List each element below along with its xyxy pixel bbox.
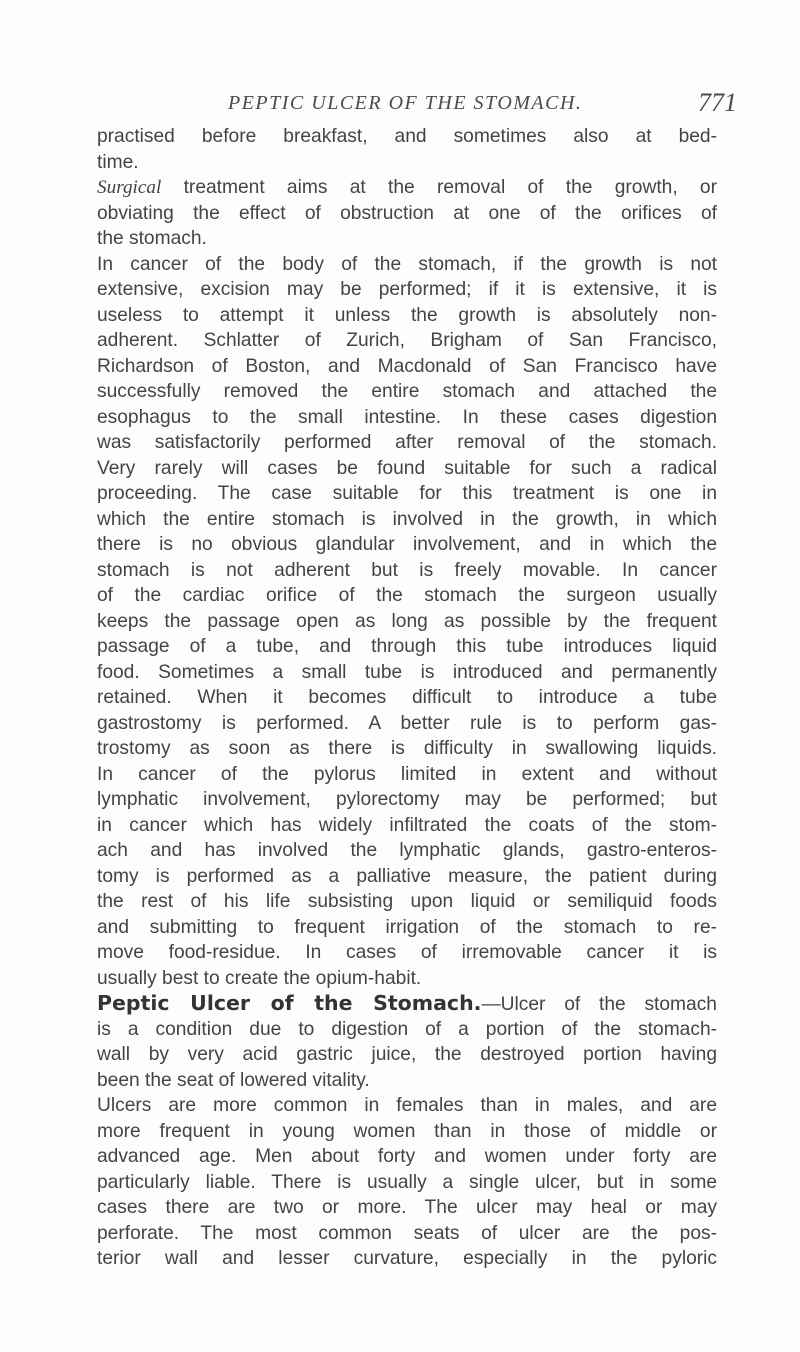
- text-line: retained. When it becomes difficult to introduce a tube: [97, 687, 717, 708]
- text-line: trostomy as soon as there is difficulty in swallowing liquids.: [97, 738, 717, 759]
- page-number: 771: [698, 88, 737, 117]
- text-line: there is no obvious glandular involvement, and in which the: [97, 534, 717, 555]
- text-run: —Ulcer of the stomach: [481, 994, 717, 1015]
- text-line: proceeding. The case suitable for this treatment is one in: [97, 483, 717, 504]
- text-line: in cancer which has widely infiltrated the coats of the stom-: [97, 814, 717, 836]
- text-line: usually best to create the opium-habit.: [97, 967, 422, 989]
- text-line: advanced age. Men about forty and women under forty are: [97, 1146, 717, 1167]
- running-head: PEPTIC ULCER OF THE STOMACH.: [228, 92, 583, 114]
- text-line: practised before breakfast, and sometimes also at bed-: [97, 126, 717, 147]
- text-line: gastrostomy is performed. A better rule is to perform gas-: [97, 712, 717, 734]
- text-line: more frequent in young women than in those of middle or: [97, 1120, 717, 1142]
- text-line: extensive, excision may be performed; if it is extensive, it is: [97, 279, 717, 300]
- text-line: was satisfactorily performed after removal of the stomach.: [97, 432, 717, 453]
- text-line: perforate. The most common seats of ulcer are the pos-: [97, 1222, 717, 1244]
- text-line: keeps the passage open as long as possible by the frequent: [97, 610, 717, 632]
- text-line: time.: [97, 151, 139, 173]
- text-line: the stomach.: [97, 228, 207, 249]
- text-line: Ulcers are more common in females than in males, and are: [97, 1095, 717, 1116]
- text-line: move food-residue. In cases of irremovable cancer it is: [97, 942, 717, 963]
- text-line: esophagus to the small intestine. In these cases digestion: [97, 406, 717, 428]
- text-line: cases there are two or more. The ulcer may heal or may: [97, 1197, 717, 1218]
- text-line: successfully removed the entire stomach and attached the: [97, 381, 717, 402]
- text-line: obviating the effect of obstruction at one of the orifices of: [97, 202, 717, 224]
- italic-term: Surgical: [97, 177, 162, 198]
- text-line: and submitting to frequent irrigation of the stomach to re-: [97, 916, 717, 938]
- text-line: food. Sometimes a small tube is introduced and permanently: [97, 661, 717, 683]
- text-line: adherent. Schlatter of Zurich, Brigham of San Francisco,: [97, 330, 717, 351]
- text-line: passage of a tube, and through this tube introduces liquid: [97, 636, 717, 657]
- text-line: been the seat of lowered vitality.: [97, 1069, 370, 1091]
- text-line: tomy is performed as a palliative measure, the patient during: [97, 865, 717, 887]
- text-line: ach and has involved the lymphatic glands, gastro-enteros-: [97, 840, 717, 861]
- text-line: of the cardiac orifice of the stomach the surgeon usually: [97, 585, 717, 606]
- text-line: useless to attempt it unless the growth is absolutely non-: [97, 304, 717, 326]
- text-line: In cancer of the pylorus limited in extent and without: [97, 763, 717, 785]
- text-line: terior wall and lesser curvature, especially in the pyloric: [97, 1248, 717, 1269]
- text-line: In cancer of the body of the stomach, if the growth is not: [97, 253, 717, 275]
- text-line: Richardson of Boston, and Macdonald of San Francisco have: [97, 355, 717, 377]
- text-line: is a condition due to digestion of a portion of the stomach-: [97, 1018, 717, 1040]
- text-line: wall by very acid gastric juice, the destroyed portion having: [97, 1044, 717, 1065]
- text-line: stomach is not adherent but is freely movable. In cancer: [97, 559, 717, 581]
- text-line: the rest of his life subsisting upon liquid or semiliquid foods: [97, 891, 717, 912]
- body-text: [97, 124, 717, 1272]
- text-run: treatment aims at the removal of the growth, or: [161, 177, 717, 198]
- text-line: Very rarely will cases be found suitable for such a radical: [97, 457, 717, 479]
- text-line: particularly liable. There is usually a single ulcer, but in some: [97, 1171, 717, 1193]
- text-line: which the entire stomach is involved in the growth, in which: [97, 508, 717, 530]
- section-heading: Peptic Ulcer of the Stomach.: [97, 991, 482, 1015]
- text-line: [97, 991, 717, 1017]
- text-line: lymphatic involvement, pylorectomy may be performed; but: [97, 789, 717, 810]
- text-line: [97, 175, 717, 201]
